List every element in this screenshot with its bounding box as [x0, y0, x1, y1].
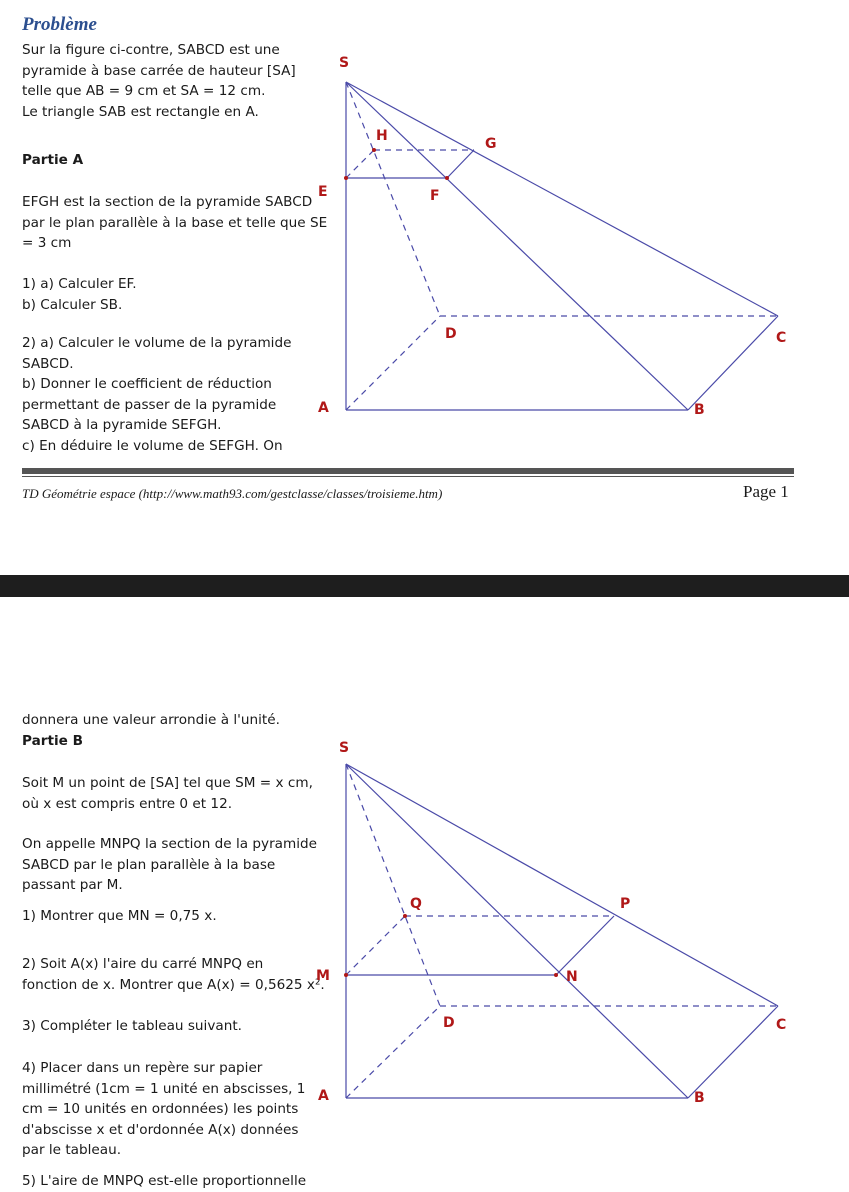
edge-sd-2 — [346, 764, 440, 1006]
label-b-2: B — [694, 1090, 705, 1106]
part-b-question-5: 5) L'aire de MNPQ est-elle proportionnelle — [22, 1173, 307, 1189]
part-b-section: On appelle MNPQ la section de la pyramide SABCD par le plan parallèle à la base passant par M. — [22, 836, 317, 893]
label-q-2: Q — [410, 896, 422, 912]
label-s-1: S — [339, 55, 350, 71]
edge-sd — [346, 82, 440, 316]
label-e-1: E — [318, 184, 328, 200]
part-b-intro: Soit M un point de [SA] tel que SM = x cm, où x est compris entre 0 et 12. — [22, 775, 313, 812]
edge-np — [556, 916, 614, 975]
label-n-2: N — [566, 969, 578, 985]
page-number: Page 1 — [743, 482, 789, 501]
part-a-question-1: 1) a) Calculer EF. b) Calculer SB. — [22, 276, 137, 313]
continued-line: donnera une valeur arrondie à l'unité. — [22, 712, 280, 728]
label-s-2: S — [339, 740, 350, 756]
point-n — [554, 973, 558, 977]
edge-bc — [688, 316, 778, 410]
label-c-1: C — [776, 330, 787, 346]
label-d-1: D — [445, 326, 457, 342]
point-e — [344, 176, 348, 180]
edge-bc-2 — [688, 1006, 778, 1098]
label-c-2: C — [776, 1017, 787, 1033]
edge-ad — [346, 316, 440, 410]
label-m-2: M — [316, 968, 330, 984]
point-q — [403, 914, 407, 918]
footer-source: TD Géométrie espace (http://www.math93.com/gestclasse/classes/troisieme.htm) — [22, 486, 443, 501]
part-b-question-1: 1) Montrer que MN = 0,75 x. — [22, 908, 217, 924]
page-title: Problème — [22, 14, 97, 35]
edge-fg — [447, 150, 474, 178]
edge-mq — [346, 916, 405, 975]
part-b-question-2: 2) Soit A(x) l'aire du carré MNPQ en fonction de x. Montrer que A(x) = 0,5625 x². — [22, 956, 325, 993]
part-a-text: EFGH est la section de la pyramide SABCD par le plan parallèle à la base et telle que SE = 3 cm — [22, 194, 328, 251]
label-p-2: P — [620, 896, 631, 912]
label-d-2: D — [443, 1015, 455, 1031]
pyramid-figure-2 — [346, 764, 778, 1098]
edge-ad-2 — [346, 1006, 440, 1098]
part-b-title: Partie B — [22, 733, 83, 749]
label-a-2: A — [318, 1088, 329, 1104]
part-a-question-2: 2) a) Calculer le volume de la pyramide SABCD. b) Donner le coefficient de réduction permettant de passer de la pyramide SABCD à la pyramide SEFGH. c) En déduire le volume de SEFGH. On — [22, 335, 292, 454]
figure-2-points — [344, 914, 558, 977]
label-b-1: B — [694, 402, 705, 418]
figure-1-points — [344, 148, 449, 180]
edge-sc — [346, 82, 778, 316]
point-f — [445, 176, 449, 180]
edge-sb — [346, 82, 688, 410]
point-m — [344, 973, 348, 977]
edge-eh — [346, 150, 374, 178]
part-b-question-3: 3) Compléter le tableau suivant. — [22, 1018, 242, 1034]
label-a-1: A — [318, 400, 329, 416]
point-h — [372, 148, 376, 152]
pyramid-figure-1 — [346, 82, 778, 410]
problem-intro: Sur la figure ci-contre, SABCD est une pyramide à base carrée de hauteur [SA] telle que AB = 9 cm et SA = 12 cm. Le triangle SAB est rectangle en A. — [22, 42, 296, 120]
part-b-question-4: 4) Placer dans un repère sur papier millimétré (1cm = 1 unité en abscisses, 1 cm = 10 unités en ordonnées) les points d'abscisse x et d'ordonnée A(x) données par le tableau. — [22, 1060, 306, 1158]
label-f-1: F — [430, 188, 440, 204]
label-g-1: G — [485, 136, 497, 152]
label-h-1: H — [376, 128, 388, 144]
part-a-title: Partie A — [22, 152, 84, 168]
